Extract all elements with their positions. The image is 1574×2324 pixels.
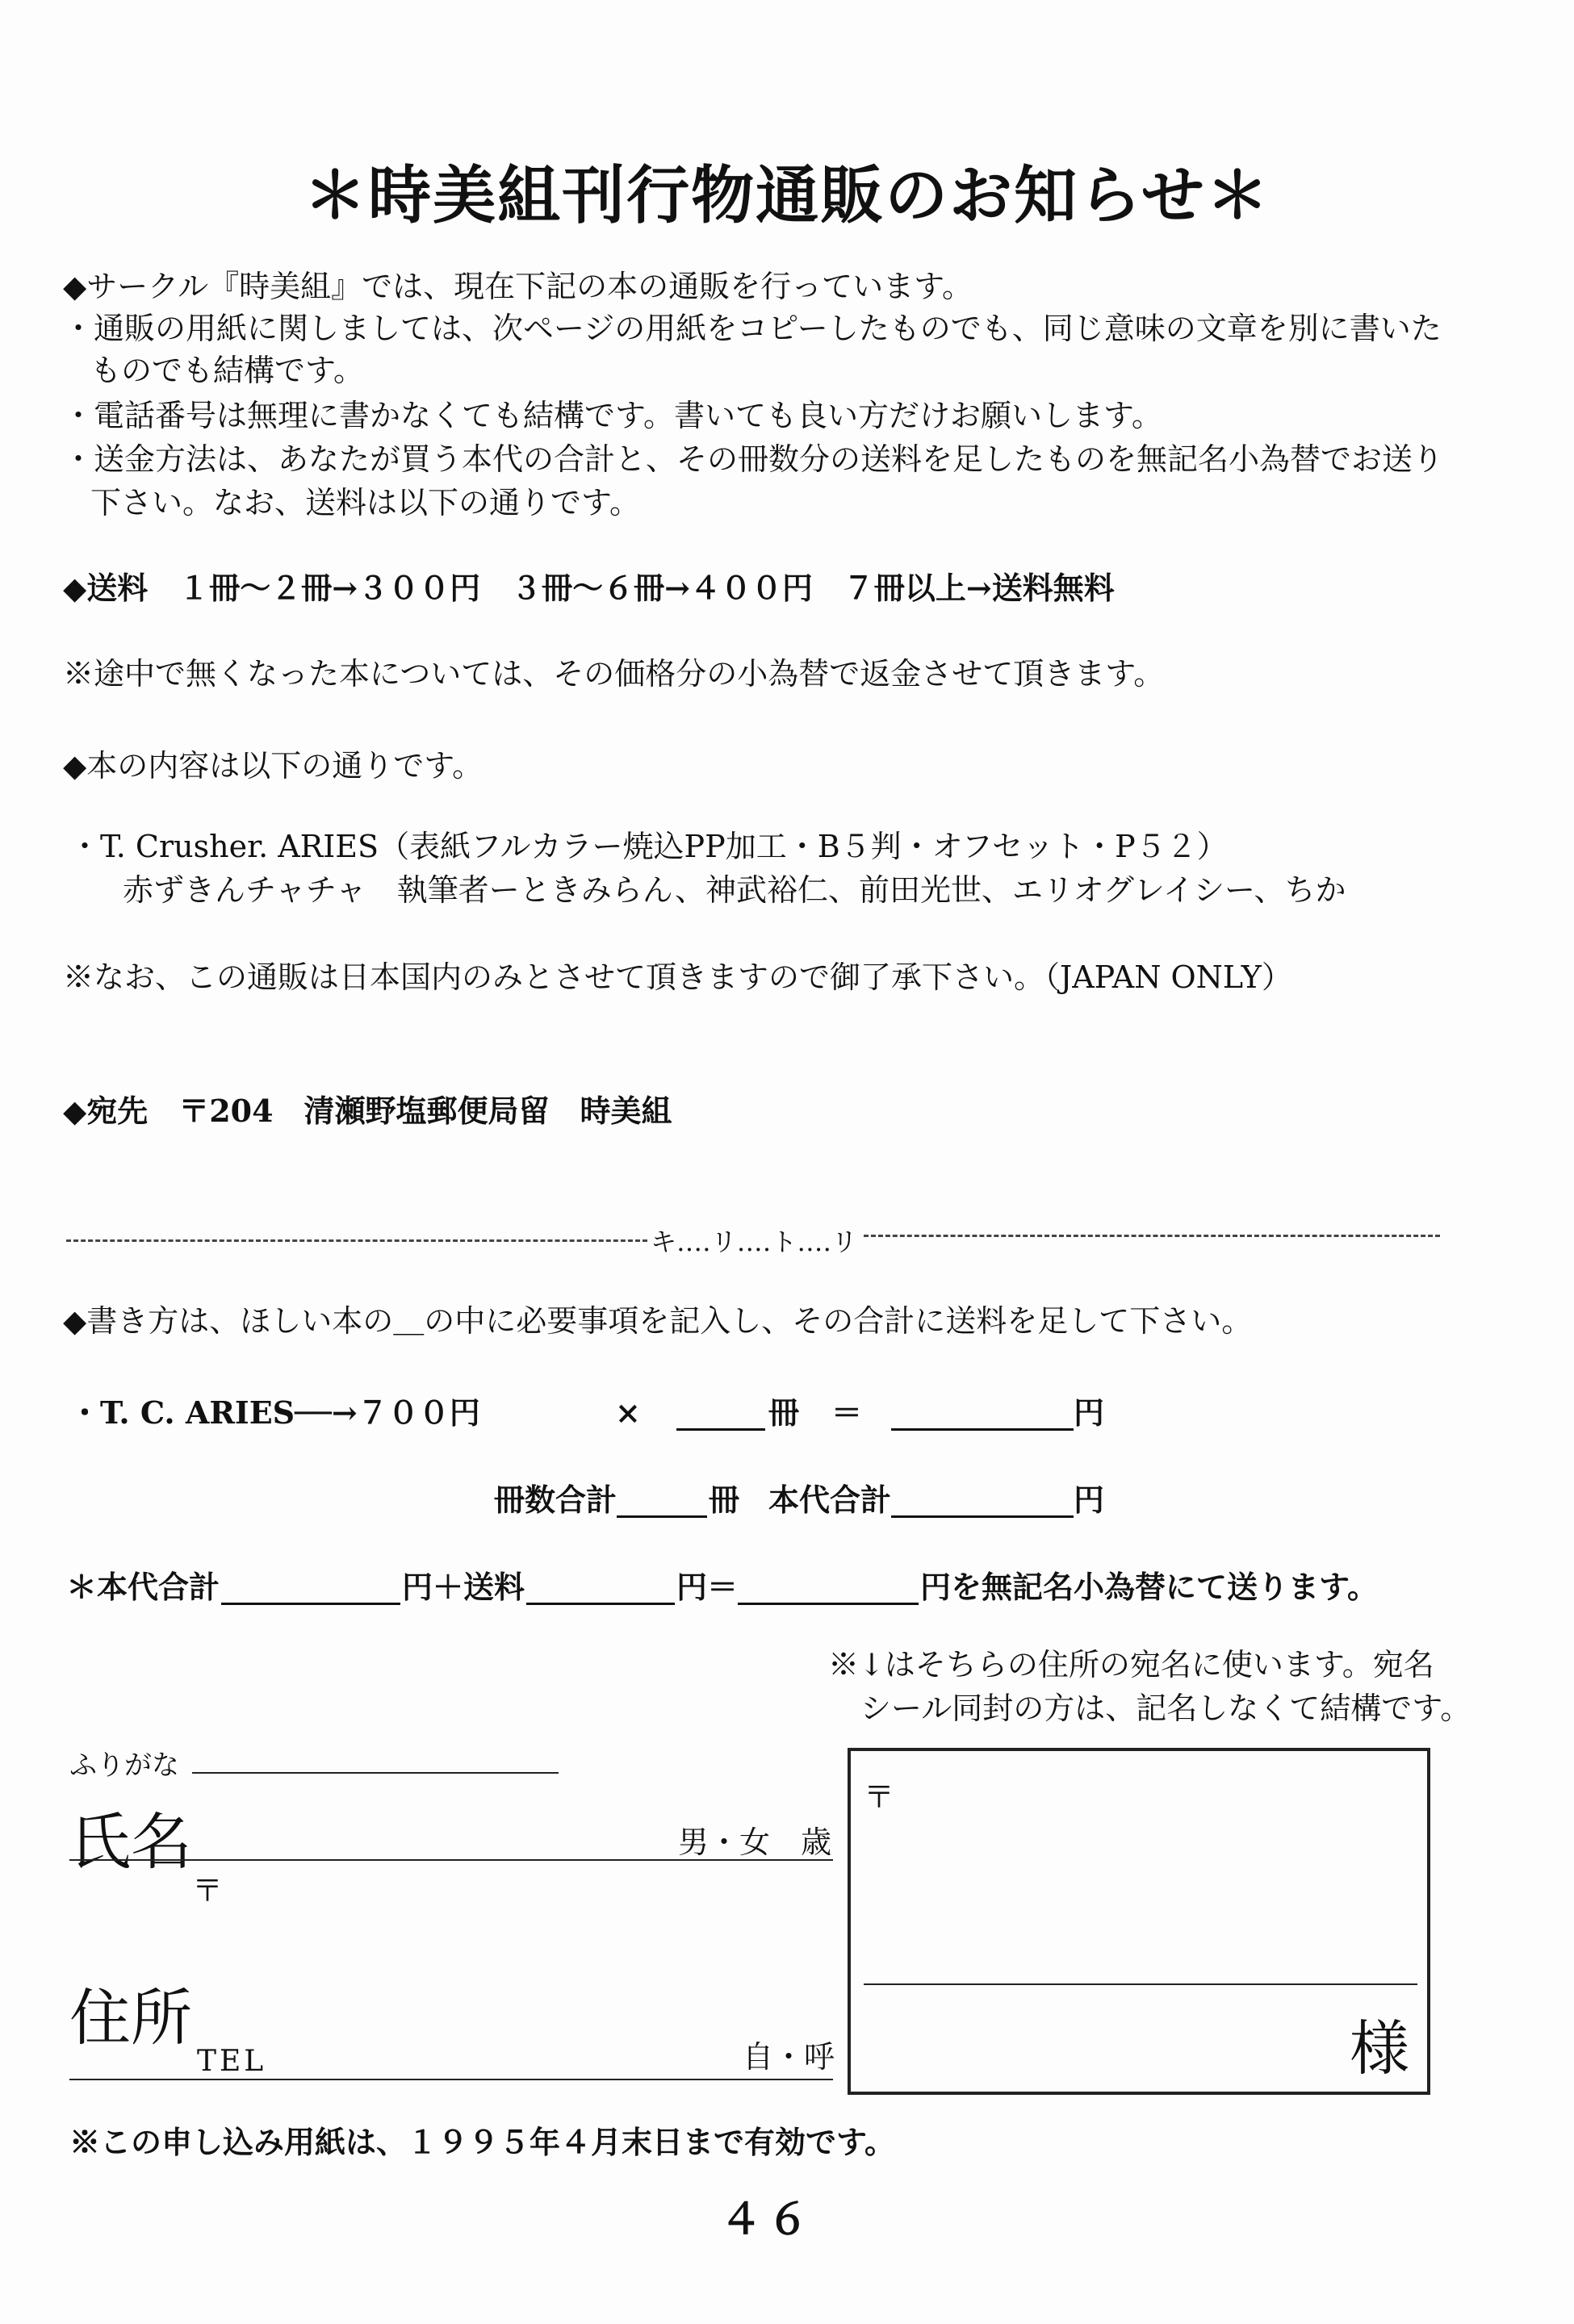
book-total-blank[interactable] <box>221 1570 400 1605</box>
contents-heading: ◆本の内容は以下の通りです。 <box>63 748 484 784</box>
sex-age-label: 男・女 歳 <box>678 1825 832 1860</box>
box-name-line <box>864 1983 1417 1985</box>
quantity-unit: 冊 <box>768 1394 800 1431</box>
address-field[interactable] <box>69 2079 833 2080</box>
refund-note: ※途中で無くなった本については、その価格分の小為替で返金させて頂きます。 <box>63 656 1165 692</box>
page-title: ＊時美組刊行物通販のお知らせ＊ <box>303 159 1271 232</box>
intro-line-2a: ・通販の用紙に関しましては、次ページの用紙をコピーしたものでも、同じ意味の文章を別に書いた <box>63 311 1442 346</box>
cut-line-right <box>864 1235 1440 1237</box>
order-item: ・T. C. ARIES──→７００円 <box>69 1394 480 1431</box>
postal-mark: 〒 <box>192 1873 224 1908</box>
remit-tail: 円を無記名小為替にて送ります。 <box>920 1569 1378 1605</box>
count-total-unit: 冊 <box>709 1482 740 1518</box>
remit-yen-plus-postage: 円＋送料 <box>402 1569 525 1605</box>
japan-only-note: ※なお、この通販は日本国内のみとさせて頂きますので御了承下さい。（JAPAN ONLY） <box>63 959 1292 995</box>
label-note-line-1: ※↓はそちらの住所の宛名に使います。宛名 <box>828 1647 1434 1682</box>
furigana-field[interactable] <box>192 1772 559 1774</box>
address-label-box[interactable] <box>848 1748 1430 2095</box>
book-title-line: ・T. Crusher. ARIES（表紙フルカラー焼込PP加工・B５判・オフセット・P５２） <box>69 829 1228 864</box>
intro-line-1: ◆サークル『時美組』では、現在下記の本の通販を行っています。 <box>63 269 973 304</box>
book-authors-line: 赤ずきんチャチャ 執筆者ーときみらん、神武裕仁、前田光世、エリオグレイシー、ちか <box>123 872 1346 908</box>
intro-line-3: ・電話番号は無理に書かなくても結構です。書いても良い方だけお願いします。 <box>63 398 1162 433</box>
multiply-sign: × <box>615 1394 641 1431</box>
postage-blank[interactable] <box>526 1570 675 1605</box>
intro-line-4a: ・送金方法は、あなたが買う本代の合計と、その冊数分の送料を足したものを無記名小為替でお送り <box>63 441 1444 477</box>
address-label: 住所 <box>69 1982 192 2054</box>
postage-rates: ◆送料 １冊〜２冊→３００円 ３冊〜６冊→４００円 ７冊以上→送料無料 <box>63 570 1115 606</box>
price-total-blank[interactable] <box>891 1483 1074 1518</box>
validity-note: ※この申し込み用紙は、１９９５年４月末日まで有効です。 <box>69 2124 895 2160</box>
price-total-label: 本代合計 <box>768 1482 892 1518</box>
honorific: 様 <box>1350 2014 1409 2084</box>
price-total-unit: 円 <box>1074 1482 1105 1518</box>
page-number: ４６ <box>719 2195 814 2244</box>
name-field[interactable] <box>69 1859 833 1861</box>
cut-line-left <box>66 1239 647 1242</box>
how-to-fill: ◆書き方は、ほしい本の＿の中に必要事項を記入し、その合計に送料を足して下さい。 <box>63 1303 1253 1339</box>
label-note-line-2: シール同封の方は、記名しなくて結構です。 <box>860 1691 1471 1726</box>
count-total-label: 冊数合計 <box>494 1482 617 1518</box>
remit-label: ＊本代合計 <box>66 1569 220 1605</box>
intro-line-4b: 下さい。なお、送料は以下の通りです。 <box>90 485 640 520</box>
box-postal-mark: 〒 <box>864 1779 895 1815</box>
count-total-blank[interactable] <box>617 1483 707 1518</box>
furigana-label: ふりがな <box>69 1749 179 1782</box>
subtotal-unit: 円 <box>1074 1394 1105 1431</box>
mailing-address: ◆宛先 〒204 清瀬野塩郵便局留 時美組 <box>63 1093 672 1129</box>
grand-total-blank[interactable] <box>738 1570 919 1605</box>
home-call-label: 自・呼 <box>743 2039 835 2075</box>
intro-line-2b: ものでも結構です。 <box>90 353 364 388</box>
quantity-blank[interactable] <box>676 1396 765 1431</box>
subtotal-blank[interactable] <box>891 1396 1074 1431</box>
name-label: 氏名 <box>69 1806 192 1878</box>
remit-yen-equals: 円＝ <box>676 1569 739 1605</box>
equals-sign: ＝ <box>831 1394 863 1431</box>
tel-label: TEL <box>197 2045 267 2078</box>
cut-here-label: キ‥‥リ‥‥ト‥‥リ <box>651 1227 858 1257</box>
